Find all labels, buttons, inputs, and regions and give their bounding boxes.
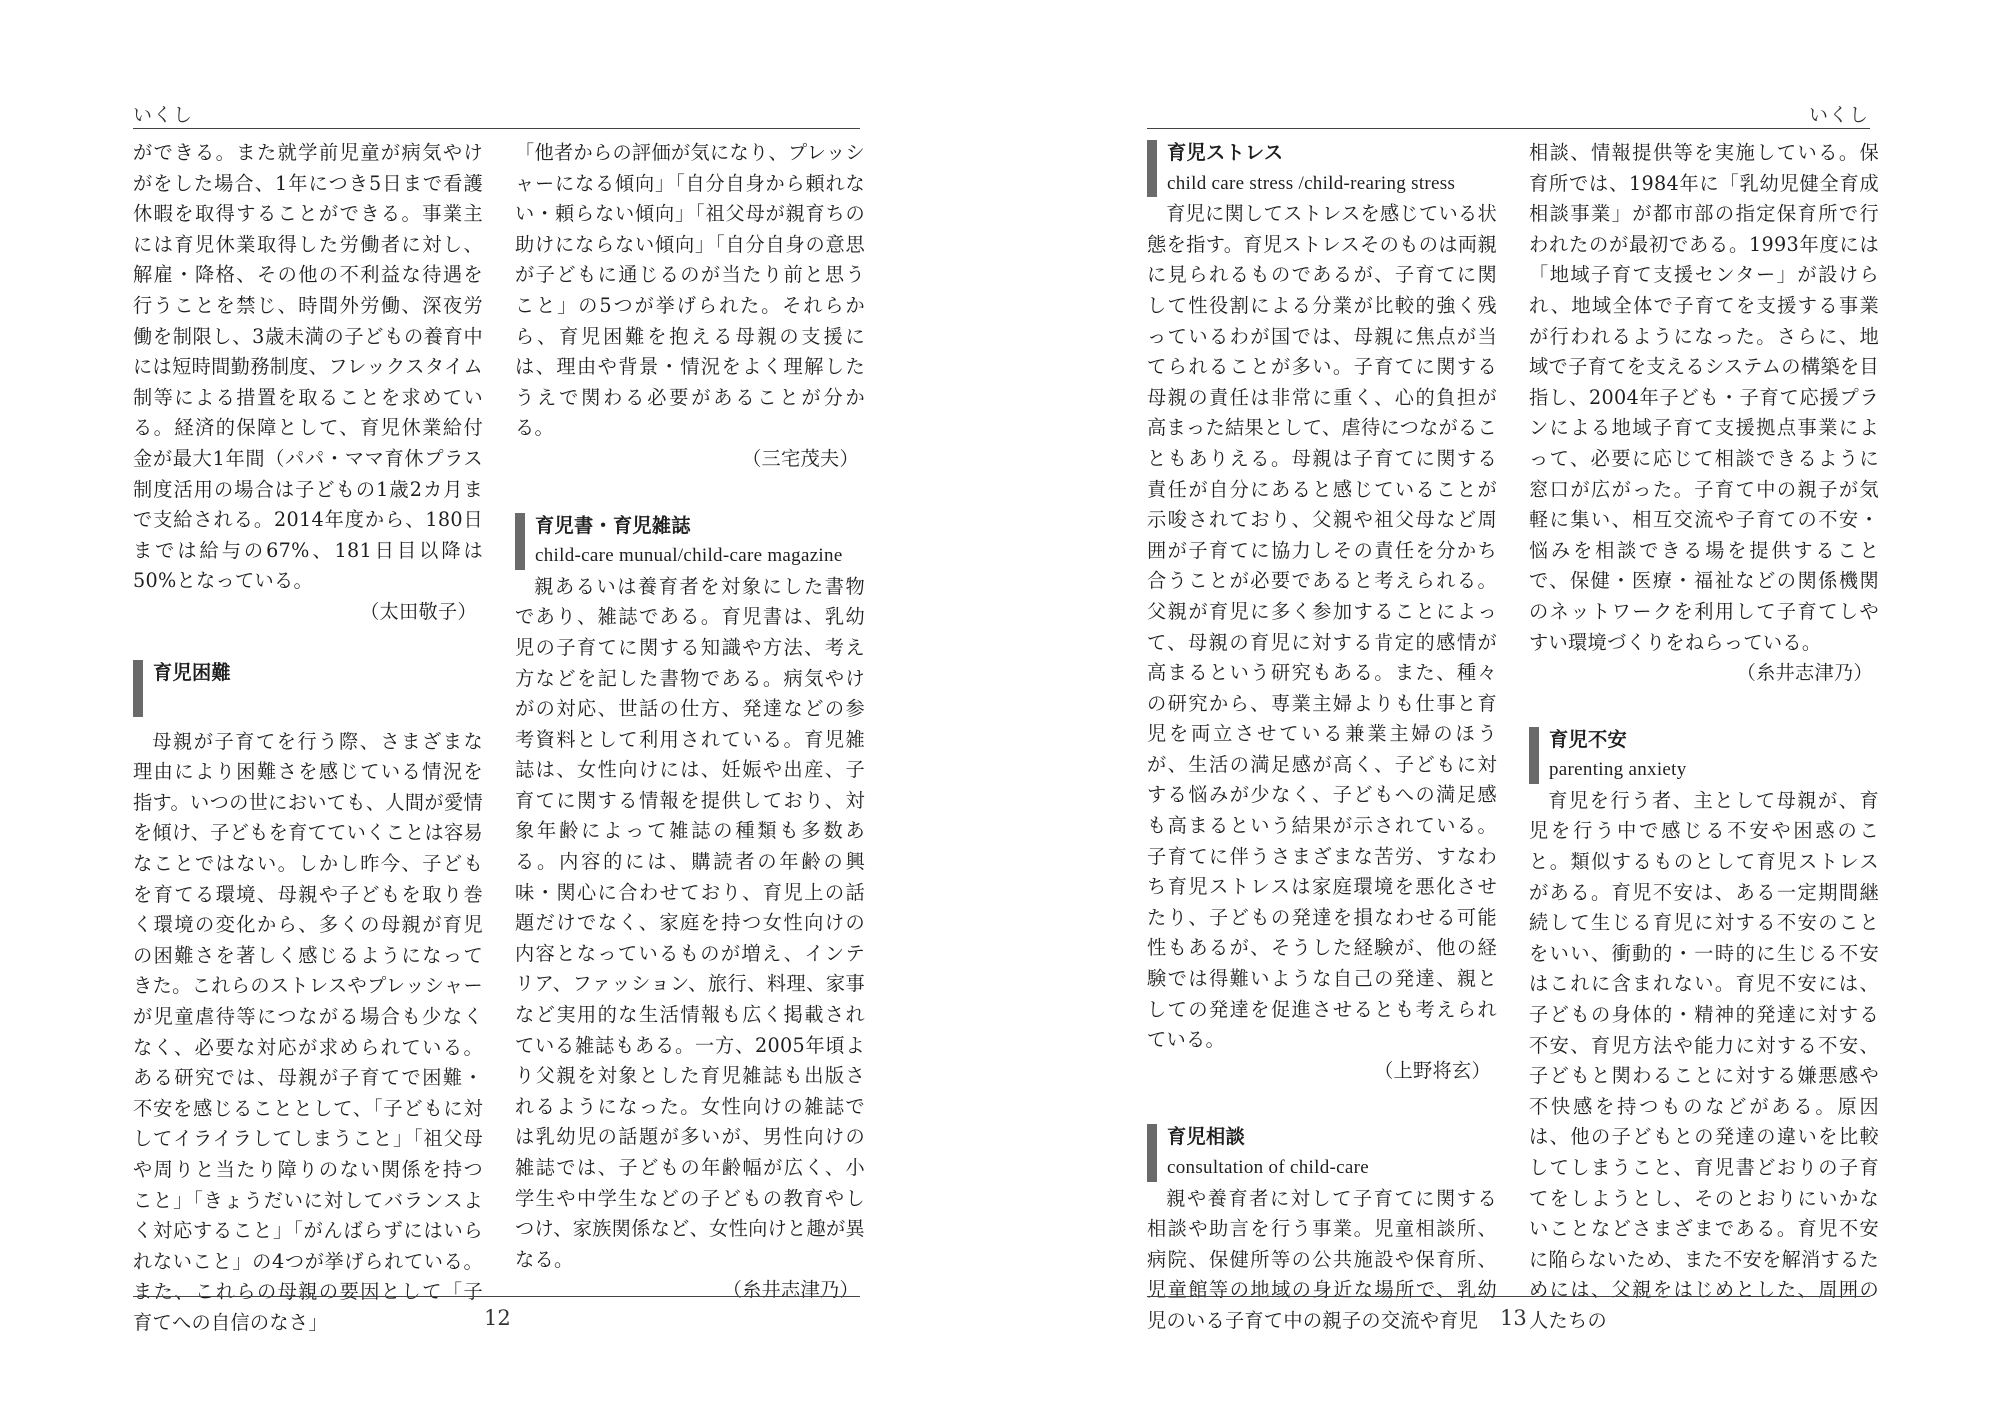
term-heading: [1147, 138, 1497, 199]
entry-text: 親あるいは養育者を対象にした書物であり、雑誌である。育児書は、乳幼児の子育てに関する知識や方法、考え方などを記した書物である。病気やけがの対応、世話の仕方、発達などの参考資料として利用されている。育児雑誌は、女性向けには、妊娠や出産、子育てに関する情報を提供しており、対象年齢によって雑誌の種類も多数ある。内容的には、購読者の年齢の興味・関心に合わせており、育児上の話題だけでなく、家庭を持つ女性向けの内容となっているものが増え、インテリア、ファッション、旅行、料理、家事など実用的な生活情報も広く掲載されている雑誌もある。一方、2005年頃より父親を対象とした育児雑誌も出版されるようになった。女性向けの雑誌では乳幼児の話題が多いが、男性向けの雑誌では、子どもの年齢幅が広く、小学生や中学生などの子どもの教育やしつけ、家族関係など、女性向けと趣が異なる。: [515, 574, 866, 1271]
footer-rule: [133, 1296, 860, 1297]
term-japanese: 育児相談: [1167, 1125, 1245, 1149]
author-signature: （太田敬子）: [360, 599, 477, 623]
page-number: 12: [484, 1306, 511, 1330]
entry-ikuji-soudan: [1147, 1122, 1497, 1336]
right-page: [1000, 0, 2000, 1425]
entry-text: 育児に関してストレスを感じている状態を指す。育児ストレスそのものは両親に見られるものであるが、子育てに関して性役割による分業が比較的強く残っているわが国では、母親に焦点が当てられることが多い。子育てに関する母親の責任は非常に重く、心的負担が高まった結果として、虐待につながることもありえる。母親は子育てに関する責任が自分にあると感じていることが示唆されており、父親や祖父母など周囲が子育てに協力しその責任を分かち合うことが必要であると考えられる。父親が育児に多く参加することによって、母親の育児に対する肯定的感情が高まるという研究もある。また、種々の研究から、専業主婦よりも仕事と育児を両立させている兼業主婦のほうが、生活の満足感が高く、子どもに対する悩みが少なく、子どもへの満足感も高まるという結果が示されている。子育てに伴うさまざまな苦労、すなわち育児ストレスは家庭環境を悪化させたり、子どもの発達を損なわせる可能性もあるが、そうした経験が、他の経験では得難いような自己の発達、親としての発達を促進させるとも考えられている。: [1147, 202, 1498, 1052]
running-head: いくし: [133, 104, 194, 126]
term-heading: [515, 511, 865, 572]
footer-rule: [1147, 1296, 1870, 1297]
entry-ikuji-fuan: [1529, 725, 1879, 1337]
right-column-2: [1529, 138, 1879, 1337]
term-heading: [1529, 725, 1879, 786]
entry-ikuji-stress: [1147, 138, 1497, 1086]
header-rule: [133, 128, 860, 129]
term-english: consultation of child-care: [1167, 1157, 1369, 1178]
entry-ikuji-konnan: [133, 658, 483, 1339]
left-column-1: [133, 138, 483, 1339]
page-number: 13: [1500, 1306, 1527, 1330]
term-heading: [1147, 1122, 1497, 1183]
entry-continued: [133, 138, 483, 628]
term-english: child-care munual/child-care magazine: [535, 545, 843, 567]
entry-ikuji-konnan-cont: [515, 138, 865, 475]
entry-text: ができる。また就学前児童が病気やけがをした場合、1年につき5日まで看護休暇を取得することができる。事業主には育児休業取得した労働者に対し、解雇・降格、その他の不利益な待遇を行うことを禁じ、時間外労働、深夜労働を制限し、3歳未満の子どもの養育中には短時間勤務制度、フレックスタイム制等による措置を取ることを求めている。経済的保障として、育児休業給付金が最大1年間（パパ・ママ育休プラス制度活用の場合は子どもの1歳2カ月まで支給される。2014年度から、180日までは給与の67%、181日目以降は50%となっている。: [133, 141, 483, 593]
term-heading: [133, 658, 483, 719]
header-rule: [1147, 128, 1870, 129]
author-signature: （糸井志津乃）: [722, 1278, 859, 1302]
author-signature: （三宅茂夫）: [742, 446, 859, 470]
left-column-2: [515, 138, 865, 1306]
author-signature: （上野将玄）: [1374, 1058, 1491, 1082]
entry-text: 相談、情報提供等を実施している。保育所では、1984年に「乳幼児健全育成相談事業」が都市部の指定保育所で行われたのが最初である。1993年度には「地域子育て支援センター」が設けられ、地域全体で子育てを支援する事業が行われるようになった。さらに、地域で子育てを支えるシステムの構築を目指し、2004年子ども・子育て応援プランによる地域子育て支援拠点事業によって、必要に応じて相談できるように窓口が広がった。子育て中の親子が気軽に集い、相互交流や子育ての不安・悩みを相談できる場を提供することで、保健・医療・福祉などの関係機関のネットワークを利用して子育てしやすい環境づくりをねらっている。: [1529, 141, 1879, 654]
term-japanese: 育児書・育児雑誌: [535, 513, 691, 537]
entry-text: 「他者からの評価が気になり、プレッシャーになる傾向」「自分自身から頼れない・頼らない傾向」「祖父母が親育ちの助けにならない傾向」「自分自身の意思が子どもに通じるのが当たり前と思うこと」の5つが挙げられた。それらから、育児困難を抱える母親の支援には、理由や背景・情況をよく理解したうえで関わる必要があることが分かる。: [515, 141, 865, 440]
entry-text: 母親が子育てを行う際、さまざまな理由により困難さを感じている情況を指す。いつの世においても、人間が愛情を傾け、子どもを育てていくことは容易なことではない。しかし昨今、子どもを育てる環境、母親や子どもを取り巻く環境の変化から、多くの母親が育児の困難さを著しく感じるようになってきた。これらのストレスやプレッシャーが児童虐待等につながる場合も少なくなく、必要な対応が求められている。ある研究では、母親が子育てで困難・不安を感じることとして、「子どもに対してイライラしてしまうこと」「祖父母や周りと当たり障りのない関係を持つこと」「きょうだいに対してバランスよく対応すること」「がんばらずにはいられないこと」の4つが挙げられている。また、これらの母親の要因として「子育てへの自信のなさ」: [133, 729, 484, 1334]
term-japanese: 育児ストレス: [1167, 141, 1284, 164]
author-signature: （糸井志津乃）: [1736, 661, 1873, 685]
term-english: child care stress /child-rearing stress: [1167, 172, 1456, 194]
entry-text: 育児を行う者、主として母親が、育児を行う中で感じる不安や困惑のこと。類似するものとして育児ストレスがある。育児不安は、ある一定期間継続して生じる育児に対する不安のことをいい、衝動的・一時的に生じる不安はこれに含まれない。育児不安には、子どもの身体的・精神的発達に対する不安、育児方法や能力に対する不安、子どもと関わることに対する嫌悪感や不快感を持つものなどがある。原因は、他の子どもとの発達の違いを比較してしまうこと、育児書どおりの子育てをしようとし、そのとおりにいかないことなどさまざまである。育児不安に陥らないため、また不安を解消するためには、父親をはじめとした、周囲の人たちの: [1529, 788, 1880, 1332]
entry-text: 親や養育者に対して子育てに関する相談や助言を行う事業。児童相談所、病院、保健所等の公共施設や保育所、児童館等の地域の身近な場所で、乳幼児のいる子育て中の親子の交流や育児: [1147, 1186, 1497, 1332]
term-japanese: 育児困難: [153, 660, 231, 684]
entry-ikuji-soudan-cont: [1529, 138, 1879, 689]
entry-ikujisho: [515, 511, 865, 1306]
running-head: いくし: [1808, 104, 1869, 126]
term-english: parenting anxiety: [1549, 759, 1687, 781]
right-column-1: [1147, 138, 1497, 1337]
term-japanese: 育児不安: [1549, 727, 1627, 751]
